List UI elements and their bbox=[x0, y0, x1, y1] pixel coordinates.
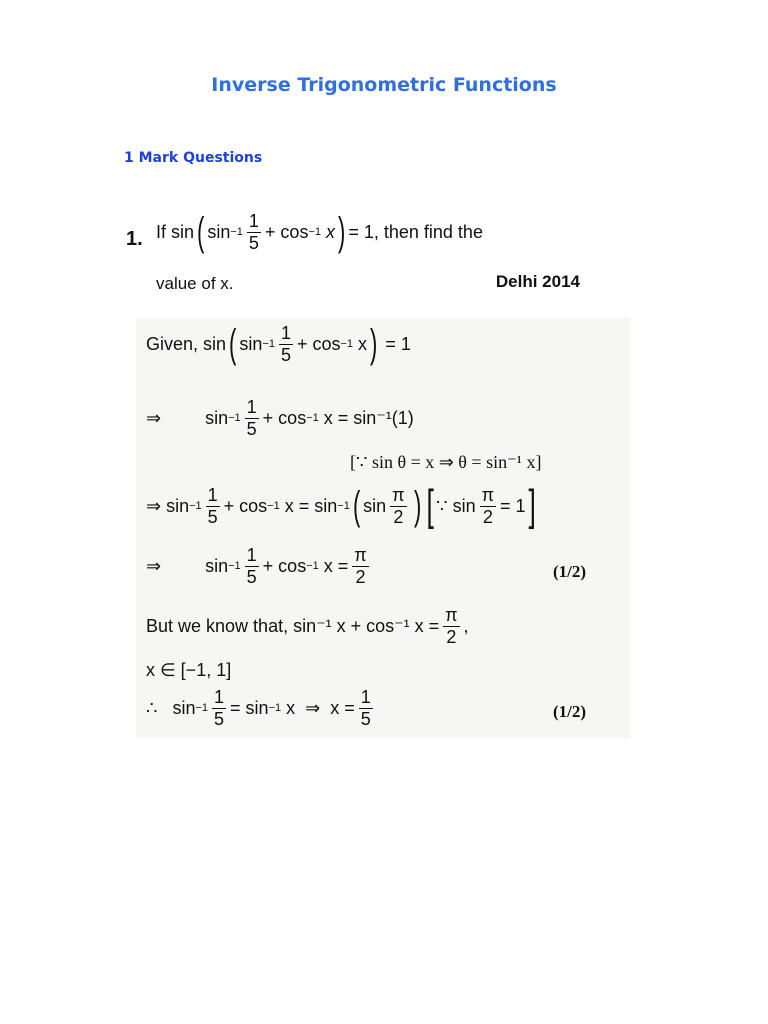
question-rhs: = 1, then find the bbox=[348, 221, 483, 242]
section-heading: 1 Mark Questions bbox=[124, 150, 263, 166]
question-source: Delhi 2014 bbox=[495, 272, 580, 291]
identity-note: [∵ sin θ = x ⇒ θ = sin⁻¹ x] bbox=[350, 452, 542, 472]
question-block bbox=[120, 208, 600, 308]
solution-conclusion: ∴ sin −1 $\frac{1}{5}$ = sin −1 x ⇒ x = $\frac{1}{5}$ bbox=[146, 687, 371, 729]
solution-step-2: ⇒ sin −1 $\frac{1}{5}$ + cos −1 x = sin⁻¹(1) bbox=[146, 397, 414, 439]
solution-step-3: ⇒ sin −1 $\frac{1}{5}$ + cos −1 x = sin −1 ( sin $\frac{\pi}{2}$ ) [ ∵ sin $\frac{\pi}{2}$ = 1 ] bbox=[146, 481, 536, 530]
domain-line: x ∈ [−1, 1] bbox=[146, 660, 232, 680]
question-number: 1. bbox=[126, 228, 143, 250]
mark-half-2: (1/2) bbox=[552, 702, 586, 721]
question-line-1: If sin ( sin −1 $\frac{1}{5}$ + cos −1 x ) = 1, then find the bbox=[156, 210, 483, 255]
solution-block bbox=[136, 318, 630, 738]
question-if: If sin bbox=[156, 221, 195, 242]
page-title: Inverse Trigonometric Functions bbox=[211, 74, 557, 96]
solution-step-5: But we know that, sin⁻¹ x + cos⁻¹ x = $\frac{\pi}{2}$ , bbox=[146, 605, 469, 647]
solution-given-line: Given, sin ( sin −1 $\frac{1}{5}$ + cos −1 x ) = 1 bbox=[146, 322, 411, 367]
question-line-2: value of x. bbox=[156, 274, 234, 293]
mark-half-1: (1/2) bbox=[552, 562, 586, 581]
solution-step-4: ⇒ sin −1 $\frac{1}{5}$ + cos −1 x = $\frac{\pi}{2}$ bbox=[146, 545, 367, 587]
